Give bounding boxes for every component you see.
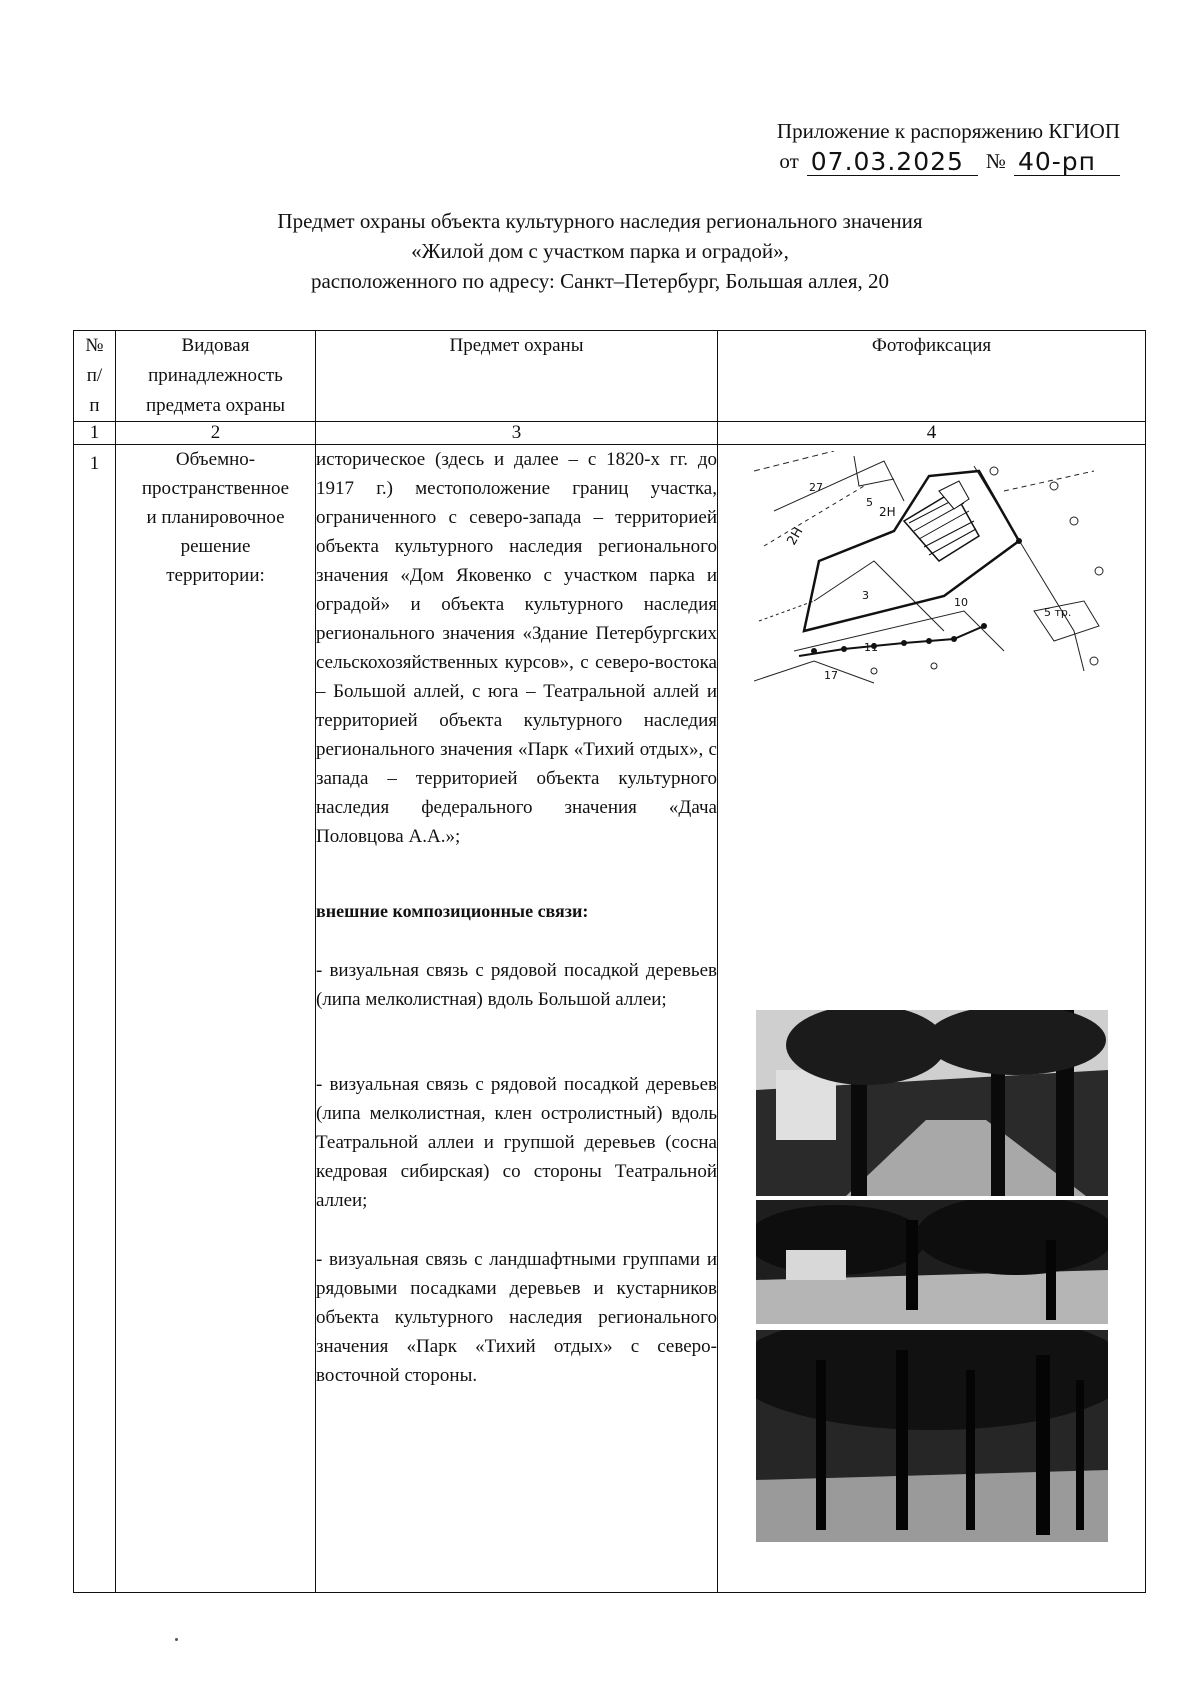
protection-table	[73, 330, 1146, 1593]
row-subject	[316, 445, 718, 1593]
column-number-2: 2	[116, 422, 316, 445]
table-number-row	[74, 422, 1146, 445]
handwritten-number: 40-рп	[1014, 149, 1120, 176]
header-subject: Предмет охраны	[316, 331, 718, 422]
header-number	[74, 331, 116, 422]
header-number-line-3: п	[89, 395, 100, 416]
order-line	[700, 146, 1120, 176]
document-header	[700, 116, 1120, 176]
appendix-text: Приложение к распоряжению КГИОП	[776, 119, 1120, 143]
map-label-1: 27	[809, 481, 823, 494]
map-label-9: 5 тр.	[1044, 606, 1072, 619]
map-label-4: 3	[862, 589, 869, 602]
row-kind-line-3: и планировочное	[146, 507, 285, 528]
row-kind-line-2: пространственное	[141, 478, 290, 499]
number-label: №	[985, 149, 1006, 173]
subject-subheading: внешние композиционные связи:	[316, 901, 589, 921]
photo-park-tikhiy-otdykh	[756, 1330, 1108, 1542]
subject-link-1: - визуальная связь с рядовой посадкой деревьев (липа мелколистная) вдоль Большой аллеи;	[316, 960, 717, 1010]
photo-teatralnaya-alley	[756, 1200, 1108, 1324]
title-line-2: «Жилой дом с участком парка и оградой»,	[411, 239, 789, 263]
column-number-4: 4	[718, 422, 1146, 445]
photo-bolshaya-alley	[756, 1010, 1108, 1196]
column-number-3: 3	[316, 422, 718, 445]
row-kind-line-1: Объемно-	[175, 449, 256, 470]
document-title	[180, 206, 1020, 296]
header-kind-line-3: предмета охраны	[145, 395, 286, 416]
site-plan-map	[754, 451, 1114, 691]
header-kind-line-2: принадлежность	[148, 365, 283, 386]
title-line-1: Предмет охраны объекта культурного наследия регионального значения	[277, 209, 923, 233]
row-kind-line-5: территории:	[166, 565, 265, 586]
map-label-2: 2Н	[784, 524, 807, 548]
header-number-line-2: п/	[86, 365, 103, 386]
map-label-3: 2Н	[879, 505, 896, 519]
subject-link-3: - визуальная связь с ландшафтными группами и рядовыми посадками деревьев и кустарников объекта культурного наследия регионального значения «Парк «Тихий отдых» с северо-восточной стороны.	[316, 1249, 717, 1386]
map-label-8: 17	[824, 669, 838, 682]
subject-main-text: историческое (здесь и далее – с 1820-х гг. до 1917 г.) местоположение границ участка, ограниченного с северо-запада – территорией объекта культурного наследия регионального значения «Дом Яковенко с участком парка и оградой» и объекта культурного наследия регионального значения «Здание Петербургских сельскохозяйственных курсов», с северо-востока – Большой аллей, с юга – Театральной аллей и территорией объекта культурного наследия регионального значения «Парк «Тихий отдых», с запада – территорией объекта культурного наследия федерального значения «Дача Половцова А.А.»;	[316, 449, 717, 847]
row-number: 1	[74, 445, 116, 1593]
header-kind-line-1: Видовая	[181, 335, 250, 356]
table-row	[74, 445, 1146, 1593]
title-line-3: расположенного по адресу: Санкт–Петербург, Большая аллея, 20	[310, 269, 890, 293]
row-kind	[116, 445, 316, 1593]
column-number-1: 1	[74, 422, 116, 445]
from-label: от	[779, 149, 799, 173]
row-kind-line-4: решение	[180, 536, 251, 557]
subject-link-2: - визуальная связь с рядовой посадкой деревьев (липа мелколистная, клен остролистный) вдоль Театральной аллеи и групшой деревьев (сосна кедровая сибирская) со стороны Театральной аллеи;	[316, 1074, 717, 1211]
map-label-5: 5	[866, 496, 873, 509]
map-label-6: 10	[954, 596, 968, 609]
table-header-row	[74, 331, 1146, 422]
scan-speck	[175, 1638, 178, 1641]
header-kind	[116, 331, 316, 422]
handwritten-date: 07.03.2025	[807, 149, 978, 176]
header-number-line-1: №	[85, 335, 104, 356]
row-photos	[718, 445, 1146, 1593]
header-photo: Фотофиксация	[718, 331, 1146, 422]
map-label-7: 11	[864, 641, 878, 654]
